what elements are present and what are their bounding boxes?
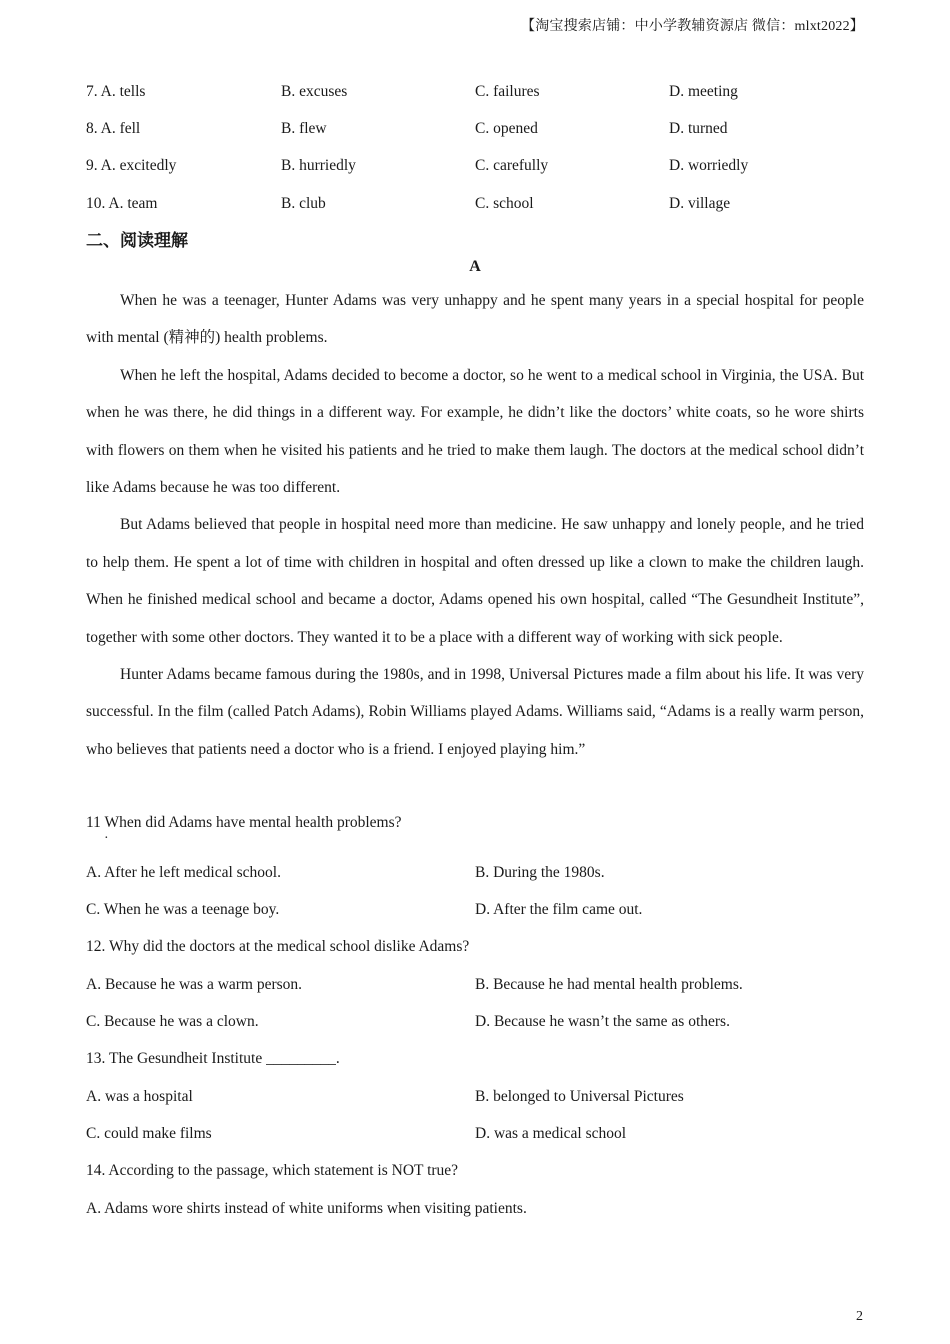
- option-b: B. During the 1980s.: [475, 864, 605, 881]
- option-d: D. was a medical school: [475, 1125, 627, 1142]
- option-d: D. After the film came out.: [475, 901, 643, 918]
- option-c: C. Because he was a clown.: [86, 1013, 259, 1030]
- option-a: 7. A. tells: [86, 83, 146, 100]
- reading-passage: [86, 282, 864, 768]
- option-a: A. Because he was a warm person.: [86, 976, 303, 993]
- option-b: B. hurriedly: [281, 157, 356, 174]
- page-number: 2: [856, 1309, 863, 1324]
- question-12-options-row-2: [86, 1013, 866, 1033]
- question-13-options-row-1: [86, 1088, 866, 1108]
- cloze-row-9: [86, 157, 866, 177]
- option-c: C. could make films: [86, 1125, 212, 1142]
- question-11-options-row-1: [86, 864, 866, 884]
- option-a: A. was a hospital: [86, 1088, 193, 1105]
- passage-paragraph: When he left the hospital, Adams decided to become a doctor, so he went to a medical school in Virginia, the USA. But when he was there, he did things in a different way. For example, he didn’t like the doctors’ white coats, so he wore shirts with flowers on them when he visited his patients and he tried to make them laugh. The doctors at the medical school didn’t like Adams because he was too different.: [86, 366, 864, 497]
- question-13-options-row-2: [86, 1125, 866, 1145]
- option-d: D. turned: [669, 120, 728, 137]
- option-c: C. failures: [475, 83, 540, 100]
- passage-paragraph: Hunter Adams became famous during the 1980s, and in 1998, Universal Pictures made a film about his life. It was very successful. In the film (called Patch Adams), Robin Williams played Adams. Williams said, “Adams is a really warm person, who believes that patients need a doctor who is a friend. I enjoyed playing him.”: [86, 666, 864, 758]
- option-c: C. opened: [475, 120, 538, 137]
- question-11-options-row-2: [86, 901, 866, 921]
- option-c: C. When he was a teenage boy.: [86, 901, 280, 918]
- option-a: 8. A. fell: [86, 120, 141, 137]
- cloze-row-8: [86, 120, 866, 140]
- question-12-options-row-1: [86, 976, 866, 996]
- option-d: D. village: [669, 195, 731, 212]
- option-d: D. worriedly: [669, 157, 749, 174]
- option-c: C. school: [475, 195, 534, 212]
- passage-paragraph: But Adams believed that people in hospital need more than medicine. He saw unhappy and lonely people, and he tried to help them. He spent a lot of time with children in hospital and often dressed up like a clown to make the children laugh. When he finished medical school and became a doctor, Adams opened his own hospital, called “The Gesundheit Institute”, together with some other doctors. They wanted it to be a place with a different way of working with sick people.: [86, 516, 864, 646]
- header-note: 【淘宝搜索店铺：中小学教辅资源店 微信：mlxt2022】: [521, 19, 864, 34]
- passage-title: A: [469, 258, 481, 275]
- option-b: B. belonged to Universal Pictures: [475, 1088, 684, 1105]
- cloze-row-10: [86, 195, 866, 215]
- question-11-stem: 11 When did Adams have mental health problems?: [86, 814, 402, 831]
- question-12-stem: 12. Why did the doctors at the medical school dislike Adams?: [86, 938, 470, 955]
- question-13-stem: 13. The Gesundheit Institute _________.: [86, 1050, 340, 1067]
- option-b: B. flew: [281, 120, 327, 137]
- option-b: B. club: [281, 195, 326, 212]
- option-b: B. excuses: [281, 83, 348, 100]
- option-b: B. Because he had mental health problems.: [475, 976, 743, 993]
- passage-paragraph: When he was a teenager, Hunter Adams was very unhappy and he spent many years in a special hospital for people with mental (精神的) health problems.: [86, 292, 864, 347]
- option-d: D. Because he wasn’t the same as others.: [475, 1013, 730, 1030]
- section-title: 二、阅读理解: [86, 231, 188, 251]
- option-a: A. After he left medical school.: [86, 864, 281, 881]
- option-a: 9. A. excitedly: [86, 157, 177, 174]
- stray-dot: ·: [104, 831, 109, 846]
- option-a: 10. A. team: [86, 195, 158, 212]
- option-c: C. carefully: [475, 157, 549, 174]
- cloze-row-7: [86, 83, 866, 103]
- option-d: D. meeting: [669, 83, 738, 100]
- question-14-option-a: A. Adams wore shirts instead of white uniforms when visiting patients.: [86, 1200, 527, 1217]
- question-14-stem: 14. According to the passage, which statement is NOT true?: [86, 1162, 459, 1179]
